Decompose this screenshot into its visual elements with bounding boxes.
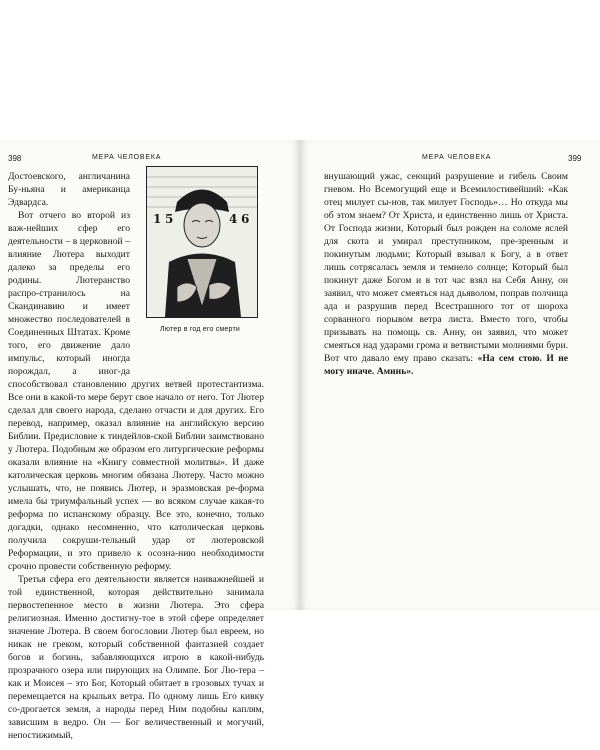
right-paragraph-text: внушающий ужас, сеющий разрушение и гибель Своим гневом. Но Всемогущий еще и Всемилостивейший: «Как отец милует сы-нов, так милует Господь»… Но откуда мы об этом знаем? От Христа, и единственно лишь от Христа. От Господа жизни, Который был рожден на соломе яслей для скота и умирал преступником, пре-зренным и покинутым людьми; Который взывал к Богу, а в ответ лишь сотрясалась земля и темнело солнце; Который был покинут даже Богом и в тот час взял на Себя Анну, он заявил, что может смеяться над дьяволом, поправ полчища ада и разрушив перед Всеcтрашного тот от шороха сорванного порывом ветра листа. Вместо того, чтобы призывать на помощь св. Анну, он заявил, что может смеяться над ударами грома и ветвистыми молниями бури. Вот что давало ему право сказать: bbox=[324, 171, 568, 364]
figure-caption: Лютер в год его смерти bbox=[160, 326, 240, 333]
right-page bbox=[300, 140, 600, 610]
running-head-left: МЕРА ЧЕЛОВЕКА bbox=[92, 154, 162, 161]
right-body-text bbox=[324, 170, 568, 378]
left-body-text bbox=[8, 170, 264, 742]
left-paragraph-1: Достоевского, англичанина Бу-ньяна и американца Эдвардса. bbox=[8, 171, 130, 208]
year-digit-4: 6 bbox=[241, 212, 250, 226]
year-digit-3: 4 bbox=[229, 212, 238, 226]
left-paragraph-2: Вот отчего во второй из важ-нейших сфер его деятельности – в церковной – влияние Лютера выходит далеко за пределы его родины. Лютеранство распро-странилось на Скандинавию и имеет множество последователей в Соединенных Штатах. Кроме того, его движение дало импульс, который иногда порождал, а иног-да способствовал становлению других ветвей протестантизма. Все они в какой-то мере берут свое начало от него. Тот Лютер сделал для своего народа, сделано отчасти и для других. Его перевод, например, оказал влияние на английскую версию Библии. Предисловие к тиндейлов-ской Библии заимствовано у Лютера. Подобным же образом его литургические реформы оказали влияние на «Книгу совместной молитвы». И даже католическая церковь многим обязана Лютеру. Часто можно услышать, что, не появись Лютер, и эразмовская ре-форма имела бы триумфальный успех — во всяком случае какая-то реформа по испанскому образцу. Все это, конечно, только догадки, однако несомненно, что католическая церковь получила сокруши-тельный удар от лютеровской Реформации, и это привело к осозна-нию необходимости срочно провести собственную реформу. bbox=[8, 210, 264, 572]
luther-portrait-engraving bbox=[146, 166, 258, 318]
closing-quote: «На сем стою. И не могу иначе. Аминь». bbox=[324, 353, 569, 377]
left-page bbox=[0, 140, 300, 741]
year-digit-1: 1 bbox=[153, 212, 162, 226]
page-number-right: 399 bbox=[568, 154, 582, 163]
page-number-left: 398 bbox=[8, 154, 22, 163]
running-head-right: МЕРА ЧЕЛОВЕКА bbox=[422, 154, 492, 161]
luther-figure bbox=[136, 166, 264, 368]
portrait-drawing bbox=[147, 167, 257, 317]
right-paragraph bbox=[324, 170, 568, 378]
year-digit-2: 5 bbox=[165, 212, 174, 226]
left-paragraph-3: Третья сфера его деятельности является наиважнейшей и той единственной, которая действительно занимала первостепенное место в жизни Лютера. Это сфера религиозная. Именно достигну-тое в этой сфере определяет значение Лютера. В своем богословии Лютер был евреем, но никак не греком, который собственной фантазией создает богов и богинь, забавляющихся игрою в какой-нибудь прозрачного озера или пирующих на Олимпе. Бог Лю-тера – как и Моисея – это Бог, Который обитает в грозовых тучах и перемещается на крыльях ветра. По одному лишь Его кивку со-дрогается земля, а народы перед Ним подобны каплям, зависшим в ведро. Он — Бог величественный и могучий, непостижимый, bbox=[8, 574, 264, 741]
